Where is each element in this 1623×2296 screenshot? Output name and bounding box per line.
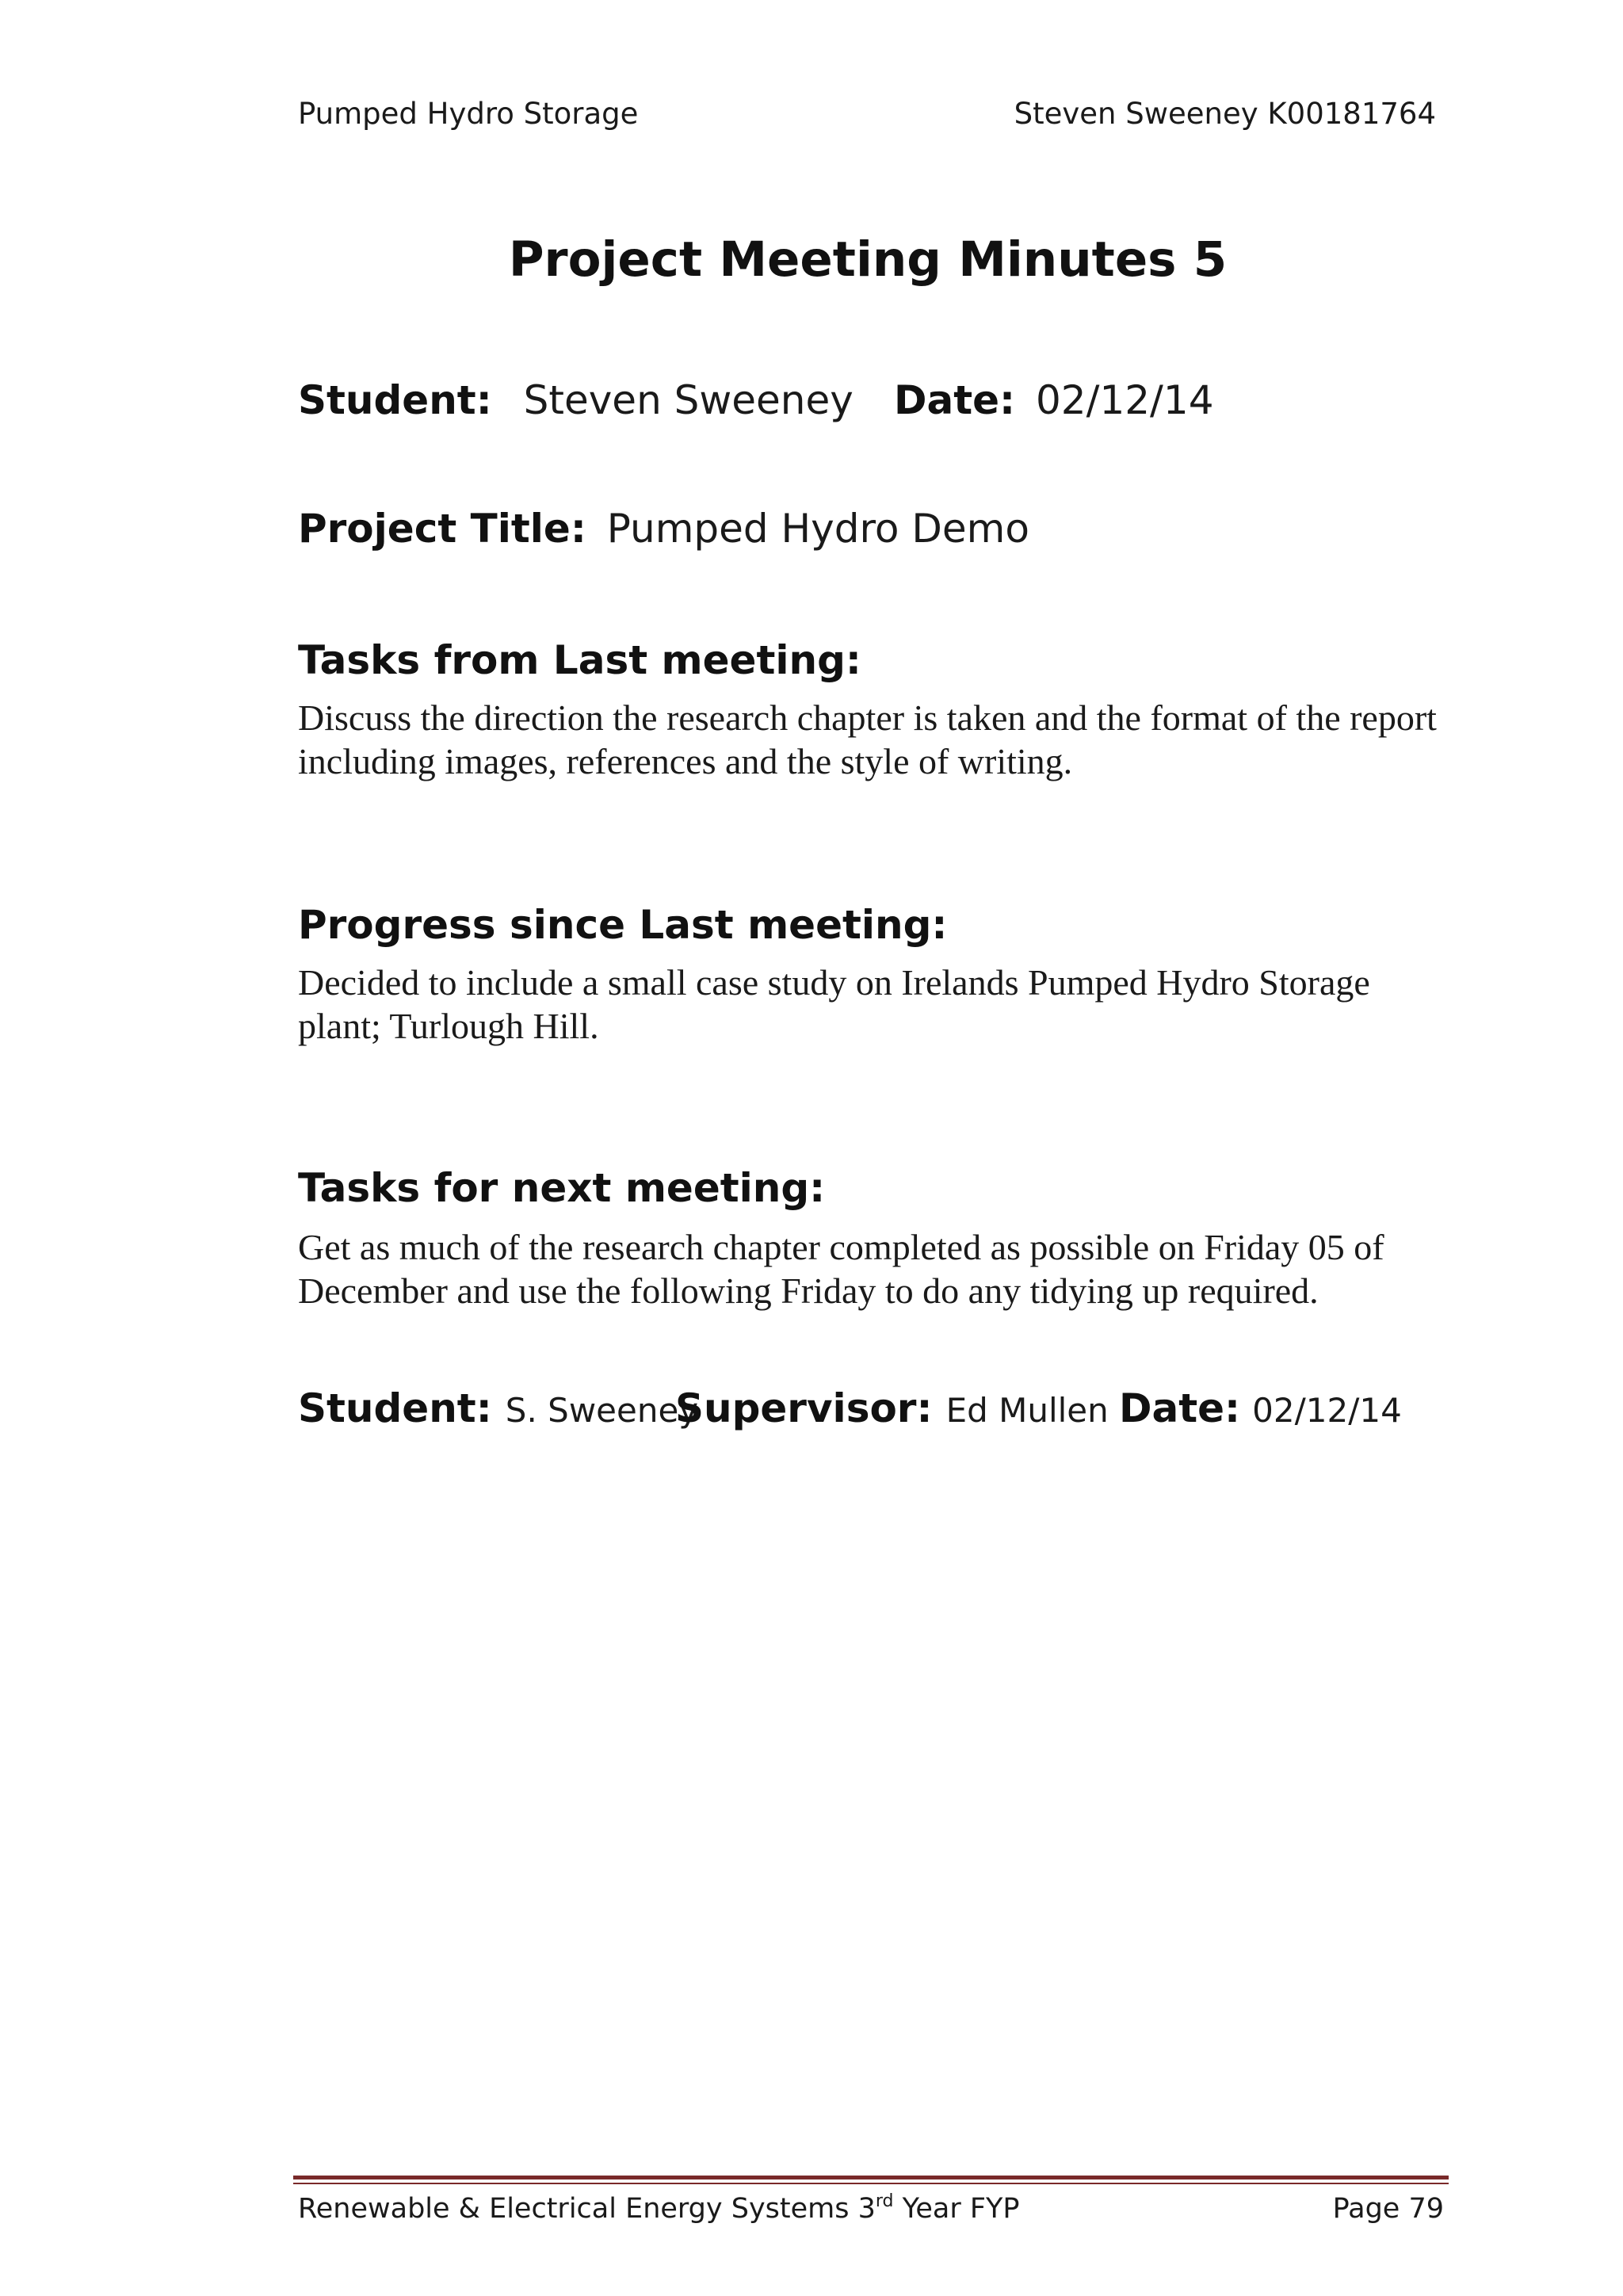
signoff-student	[298, 1385, 698, 1431]
signoff-date	[1119, 1385, 1402, 1431]
footer-course-prefix: Renewable & Electrical Energy Systems 3	[298, 2193, 876, 2225]
section-body-progress: Decided to include a small case study on Irelands Pumped Hydro Storage plant; Turlough Hill.	[298, 962, 1370, 1046]
signoff-supervisor	[675, 1385, 1109, 1431]
signoff-supervisor-value: Ed Mullen	[945, 1391, 1109, 1430]
page-title: Project Meeting Minutes 5	[508, 231, 1228, 288]
section-body-tasks-last: Discuss the direction the research chapter is taken and the format of the report including images, references and the style of writing.	[298, 697, 1437, 781]
signoff-student-label: Student:	[298, 1385, 492, 1431]
footer-page-number: Page 79	[1332, 2193, 1444, 2225]
header-document-title: Pumped Hydro Storage	[298, 97, 639, 131]
date-label: Date:	[894, 377, 1016, 423]
project-title-value: Pumped Hydro Demo	[606, 506, 1029, 552]
footer-course-sup: rd	[875, 2191, 894, 2211]
section-body-tasks-next: Get as much of the research chapter completed as possible on Friday 05 of December and use the following Friday to do any tidying up required.	[298, 1227, 1384, 1311]
header-author-id: Steven Sweeney K00181764	[1014, 97, 1436, 131]
signoff-date-label: Date:	[1119, 1385, 1241, 1431]
footer-course-suffix: Year FYP	[893, 2193, 1020, 2225]
project-title-field	[298, 506, 1029, 552]
footer-rule-thick	[293, 2176, 1449, 2179]
section-heading-tasks-last: Tasks from Last meeting:	[298, 637, 861, 683]
section-heading-progress: Progress since Last meeting:	[298, 902, 948, 948]
signoff-student-value: S. Sweeney	[505, 1391, 699, 1430]
date-value: 02/12/14	[1035, 377, 1214, 423]
signoff-date-value: 02/12/14	[1252, 1391, 1402, 1430]
footer-course	[298, 2193, 1020, 2225]
student-label: Student:	[298, 377, 492, 423]
project-title-label: Project Title:	[298, 506, 586, 552]
section-heading-tasks-next: Tasks for next meeting:	[298, 1165, 826, 1211]
date-field	[894, 377, 1214, 423]
footer-rule-thin	[293, 2183, 1449, 2184]
student-value: Steven Sweeney	[523, 377, 854, 423]
student-field	[298, 377, 854, 423]
signoff-supervisor-label: Supervisor:	[675, 1385, 933, 1431]
